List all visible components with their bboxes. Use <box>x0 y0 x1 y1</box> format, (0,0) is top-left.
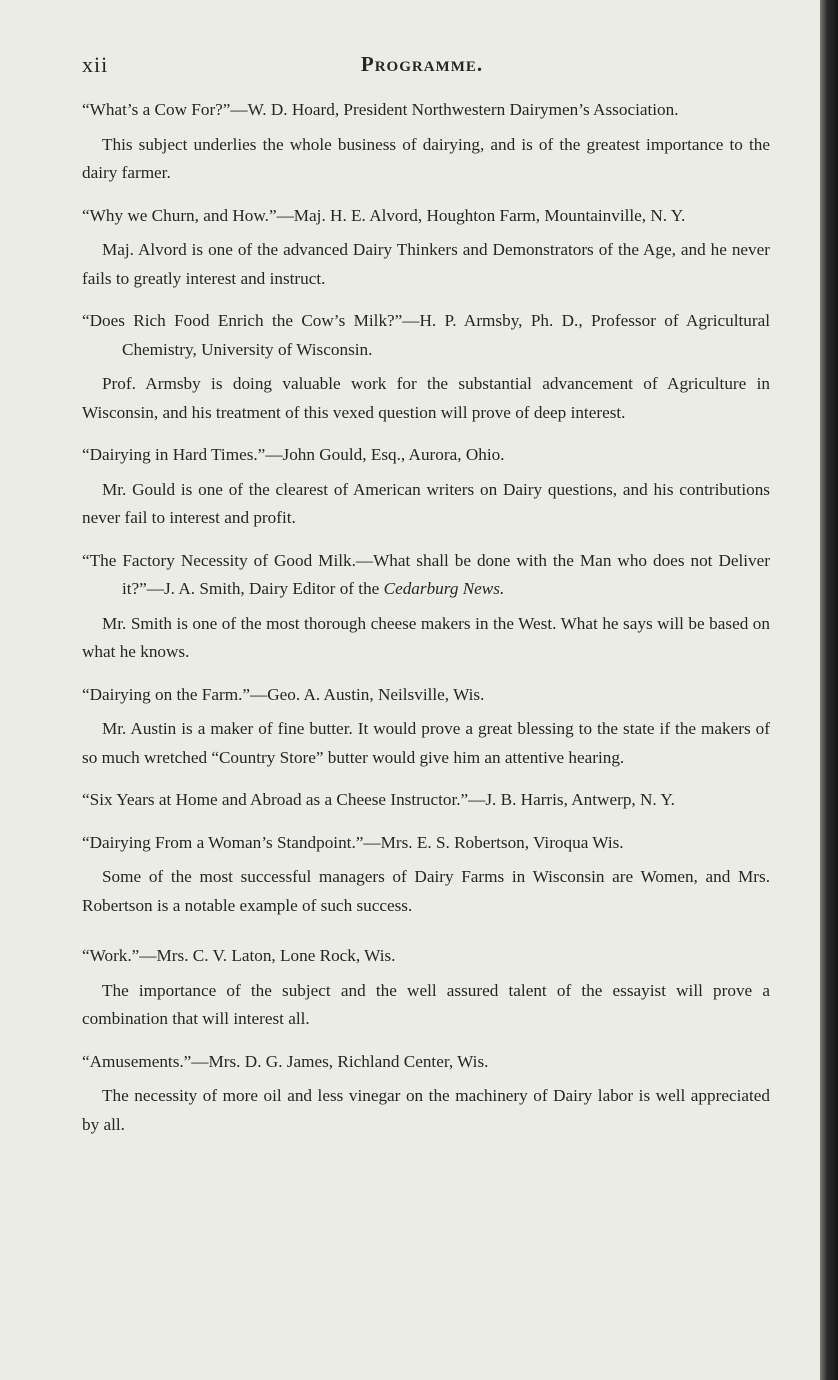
programme-entry <box>82 786 770 815</box>
entry-description: Maj. Alvord is one of the advanced Dairy Thinkers and Demonstrators of the Age, and he never fails to greatly interest and instruct. <box>82 240 770 288</box>
entry-title-text: “The Factory Necessity of Good Milk.—What shall be done with the Man who does not Deliver it?”—J. A. Smith, Dairy Editor of the <box>82 550 770 598</box>
entry-title: “Amusements.”—Mrs. D. G. James, Richland Center, Wis. <box>82 1051 489 1071</box>
publication-name: Cedarburg News. <box>383 579 505 598</box>
programme-list <box>82 96 770 1139</box>
programme-entry <box>82 96 770 188</box>
entry-description: Prof. Armsby is doing valuable work for the substantial advancement of Agriculture in Wisconsin, and his treatment of this vexed question will prove of deep interest. <box>82 374 770 422</box>
programme-entry <box>82 441 770 533</box>
page-header <box>82 52 762 86</box>
book-spine-shadow <box>820 0 838 1380</box>
programme-entry <box>82 307 770 427</box>
entry-title <box>82 547 770 604</box>
entry-title: “Six Years at Home and Abroad as a Cheese Instructor.”—J. B. Harris, Antwerp, N. Y. <box>82 790 675 809</box>
programme-entry <box>82 1048 770 1140</box>
entry-title: “Work.”—Mrs. C. V. Laton, Lone Rock, Wis. <box>82 946 396 965</box>
entry-title: “Does Rich Food Enrich the Cow’s Milk?”—H. P. Armsby, Ph. D., Professor of Agricultural Chemistry, University of Wisconsin. <box>82 311 770 359</box>
entry-title: “Dairying From a Woman’s Standpoint.”—Mrs. E. S. Robertson, Viroqua Wis. <box>82 832 624 852</box>
entry-title: “Dairying in Hard Times.”—John Gould, Esq., Aurora, Ohio. <box>82 445 505 464</box>
entry-description: This subject underlies the whole business of dairying, and is of the greatest importance to the dairy farmer. <box>82 134 770 182</box>
programme-entry <box>82 829 770 921</box>
entry-description: Mr. Smith is one of the most thorough cheese makers in the West. What he says will be based on what he knows. <box>82 613 770 661</box>
running-head: Programme. <box>360 52 484 76</box>
entry-description: Mr. Austin is a maker of fine butter. It would prove a great blessing to the state if the makers of so much wretched “Country Store” butter would give him an attentive hearing. <box>82 719 770 767</box>
programme-entry <box>82 202 770 294</box>
entry-description: The necessity of more oil and less vinegar on the machinery of Dairy labor is well appreciated by all. <box>82 1086 770 1134</box>
programme-entry <box>82 681 770 773</box>
entry-description: Some of the most successful managers of Dairy Farms in Wisconsin are Women, and Mrs. Robertson is a notable example of such success. <box>82 867 770 915</box>
entry-title: “Why we Churn, and How.”—Maj. H. E. Alvord, Houghton Farm, Mountainville, N. Y. <box>82 205 686 225</box>
programme-entry <box>82 547 770 667</box>
entry-description: The importance of the subject and the well assured talent of the essayist will prove a combination that will interest all. <box>82 980 770 1028</box>
entry-description: Mr. Gould is one of the clearest of American writers on Dairy questions, and his contributions never fail to interest and profit. <box>82 479 770 527</box>
entry-title: “What’s a Cow For?”—W. D. Hoard, President Northwestern Dairymen’s Association. <box>82 100 679 119</box>
page-number: xii <box>82 52 109 77</box>
programme-entry <box>82 942 770 1034</box>
entry-title: “Dairying on the Farm.”—Geo. A. Austin, Neilsville, Wis. <box>82 684 485 704</box>
